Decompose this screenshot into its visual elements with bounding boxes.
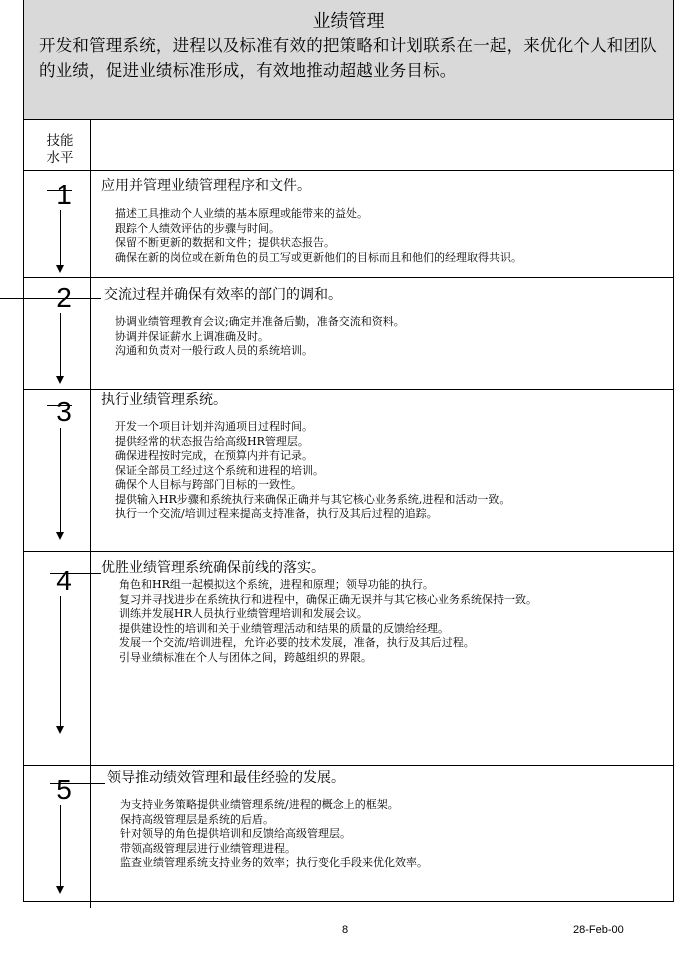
level-5-title: 领导推动绩效管理和最佳经验的发展。 <box>107 770 345 786</box>
row-divider <box>23 277 674 278</box>
list-item: 确保进程按时完成，在预算内并有记录。 <box>115 449 313 462</box>
row-divider <box>23 170 674 171</box>
level-5-items <box>120 798 428 871</box>
level-4-items <box>119 578 537 665</box>
level-2-arrow <box>60 313 61 377</box>
level-1-arrow <box>60 210 61 266</box>
list-item: 跟踪个人绩效评估的步骤与时间。 <box>115 221 280 235</box>
row-divider <box>23 389 674 390</box>
list-item: 保证全部员工经过这个系统和进程的培训。 <box>115 463 324 477</box>
level-3-arrow <box>60 428 61 533</box>
arrow-down-icon <box>56 532 64 540</box>
list-item: 保留不断更新的数据和文件；提供状态报告。 <box>115 236 335 249</box>
list-item: 描述工具推动个人业绩的基本原理或能带来的益处。 <box>115 207 368 220</box>
competency-description: 开发和管理系统，进程以及标准有效的把策略和计划联系在一起，来优化个人和团队的业绩，促进业绩标准形成，有效地推动超越业务目标。 <box>39 36 657 80</box>
arrow-down-icon <box>56 886 64 894</box>
arrow-down-icon <box>56 265 64 273</box>
list-item: 发展一个交流/培训进程，允许必要的技术发展，准备，执行及其后过程。 <box>119 636 475 649</box>
list-item: 开发一个项目计划并沟通项目过程时间。 <box>115 420 313 433</box>
level-1-title: 应用并管理业绩管理程序和文件。 <box>101 178 311 194</box>
column-divider <box>90 120 91 908</box>
level-2-number: 2 <box>56 282 72 313</box>
list-item: 协调业绩管理教育会议;确定并准备后勤，准备交流和资料。 <box>115 315 405 328</box>
list-item: 复习并寻找进步在系统执行和进程中，确保正确无误并与其它核心业务系统保持一致。 <box>119 592 537 606</box>
level-2-items <box>115 315 405 359</box>
level-4-arrow <box>60 596 61 727</box>
page-number: 8 <box>341 924 349 936</box>
level-5-number: 5 <box>56 774 72 805</box>
list-item: 针对领导的角色提供培训和反馈给高级管理层。 <box>120 827 351 840</box>
level-5-arrow <box>60 805 61 887</box>
list-item: 执行一个交流/培训过程来提高支持准备，执行及其后过程的追踪。 <box>115 507 438 520</box>
list-item: 为支持业务策略提供业绩管理系统/进程的概念上的框架。 <box>120 798 399 811</box>
level-1-items <box>115 207 522 265</box>
page-title: 业绩管理 <box>312 11 385 32</box>
header-box <box>23 0 674 120</box>
row-divider <box>23 765 674 766</box>
list-item: 协调并保证薪水上调准确及时。 <box>115 329 269 343</box>
skill-level-label: 技能 水平 <box>46 133 74 166</box>
list-item: 确保在新的岗位或在新角色的员工写或更新他们的目标而且和他们的经理取得共识。 <box>115 250 522 264</box>
list-item: 引导业绩标准在个人与团体之间，跨越组织的界限。 <box>119 650 372 664</box>
level-4-number: 4 <box>56 565 72 596</box>
list-item: 带领高级管理层进行业绩管理进程。 <box>120 841 296 855</box>
list-item: 确保个人目标与跨部门目标的一致性。 <box>115 478 302 491</box>
arrow-down-icon <box>56 376 64 384</box>
list-item: 训练并发展HR人员执行业绩管理培训和发展会议。 <box>119 607 368 620</box>
list-item: 提供经常的状态报告给高级HR管理层。 <box>115 434 309 448</box>
arrow-down-icon <box>56 726 64 734</box>
level-3-number: 3 <box>56 396 72 427</box>
list-item: 监查业绩管理系统支持业务的效率；执行变化手段来优化效率。 <box>120 856 428 869</box>
list-item: 保持高级管理层是系统的后盾。 <box>120 812 274 826</box>
level-3-items <box>115 420 510 522</box>
level-1-number: 1 <box>56 179 72 210</box>
level-4-title: 优胜业绩管理系统确保前线的落实。 <box>101 560 325 576</box>
list-item: 沟通和负责对一般行政人员的系统培训。 <box>115 344 313 357</box>
level-2-title: 交流过程并确保有效率的部门的调和。 <box>104 287 342 303</box>
row-divider <box>23 551 674 552</box>
list-item: 提供输入HR步骤和系统执行来确保正确并与其它核心业务系统,进程和活动一致。 <box>115 492 511 506</box>
list-item: 角色和HR组一起模拟这个系统，进程和原理；领导功能的执行。 <box>119 578 434 591</box>
list-item: 提供建设性的培训和关于业绩管理活动和结果的质量的反馈给经理。 <box>119 621 449 635</box>
footer-date: 28-Feb-00 <box>573 924 624 936</box>
level-3-title: 执行业绩管理系统。 <box>101 392 227 408</box>
